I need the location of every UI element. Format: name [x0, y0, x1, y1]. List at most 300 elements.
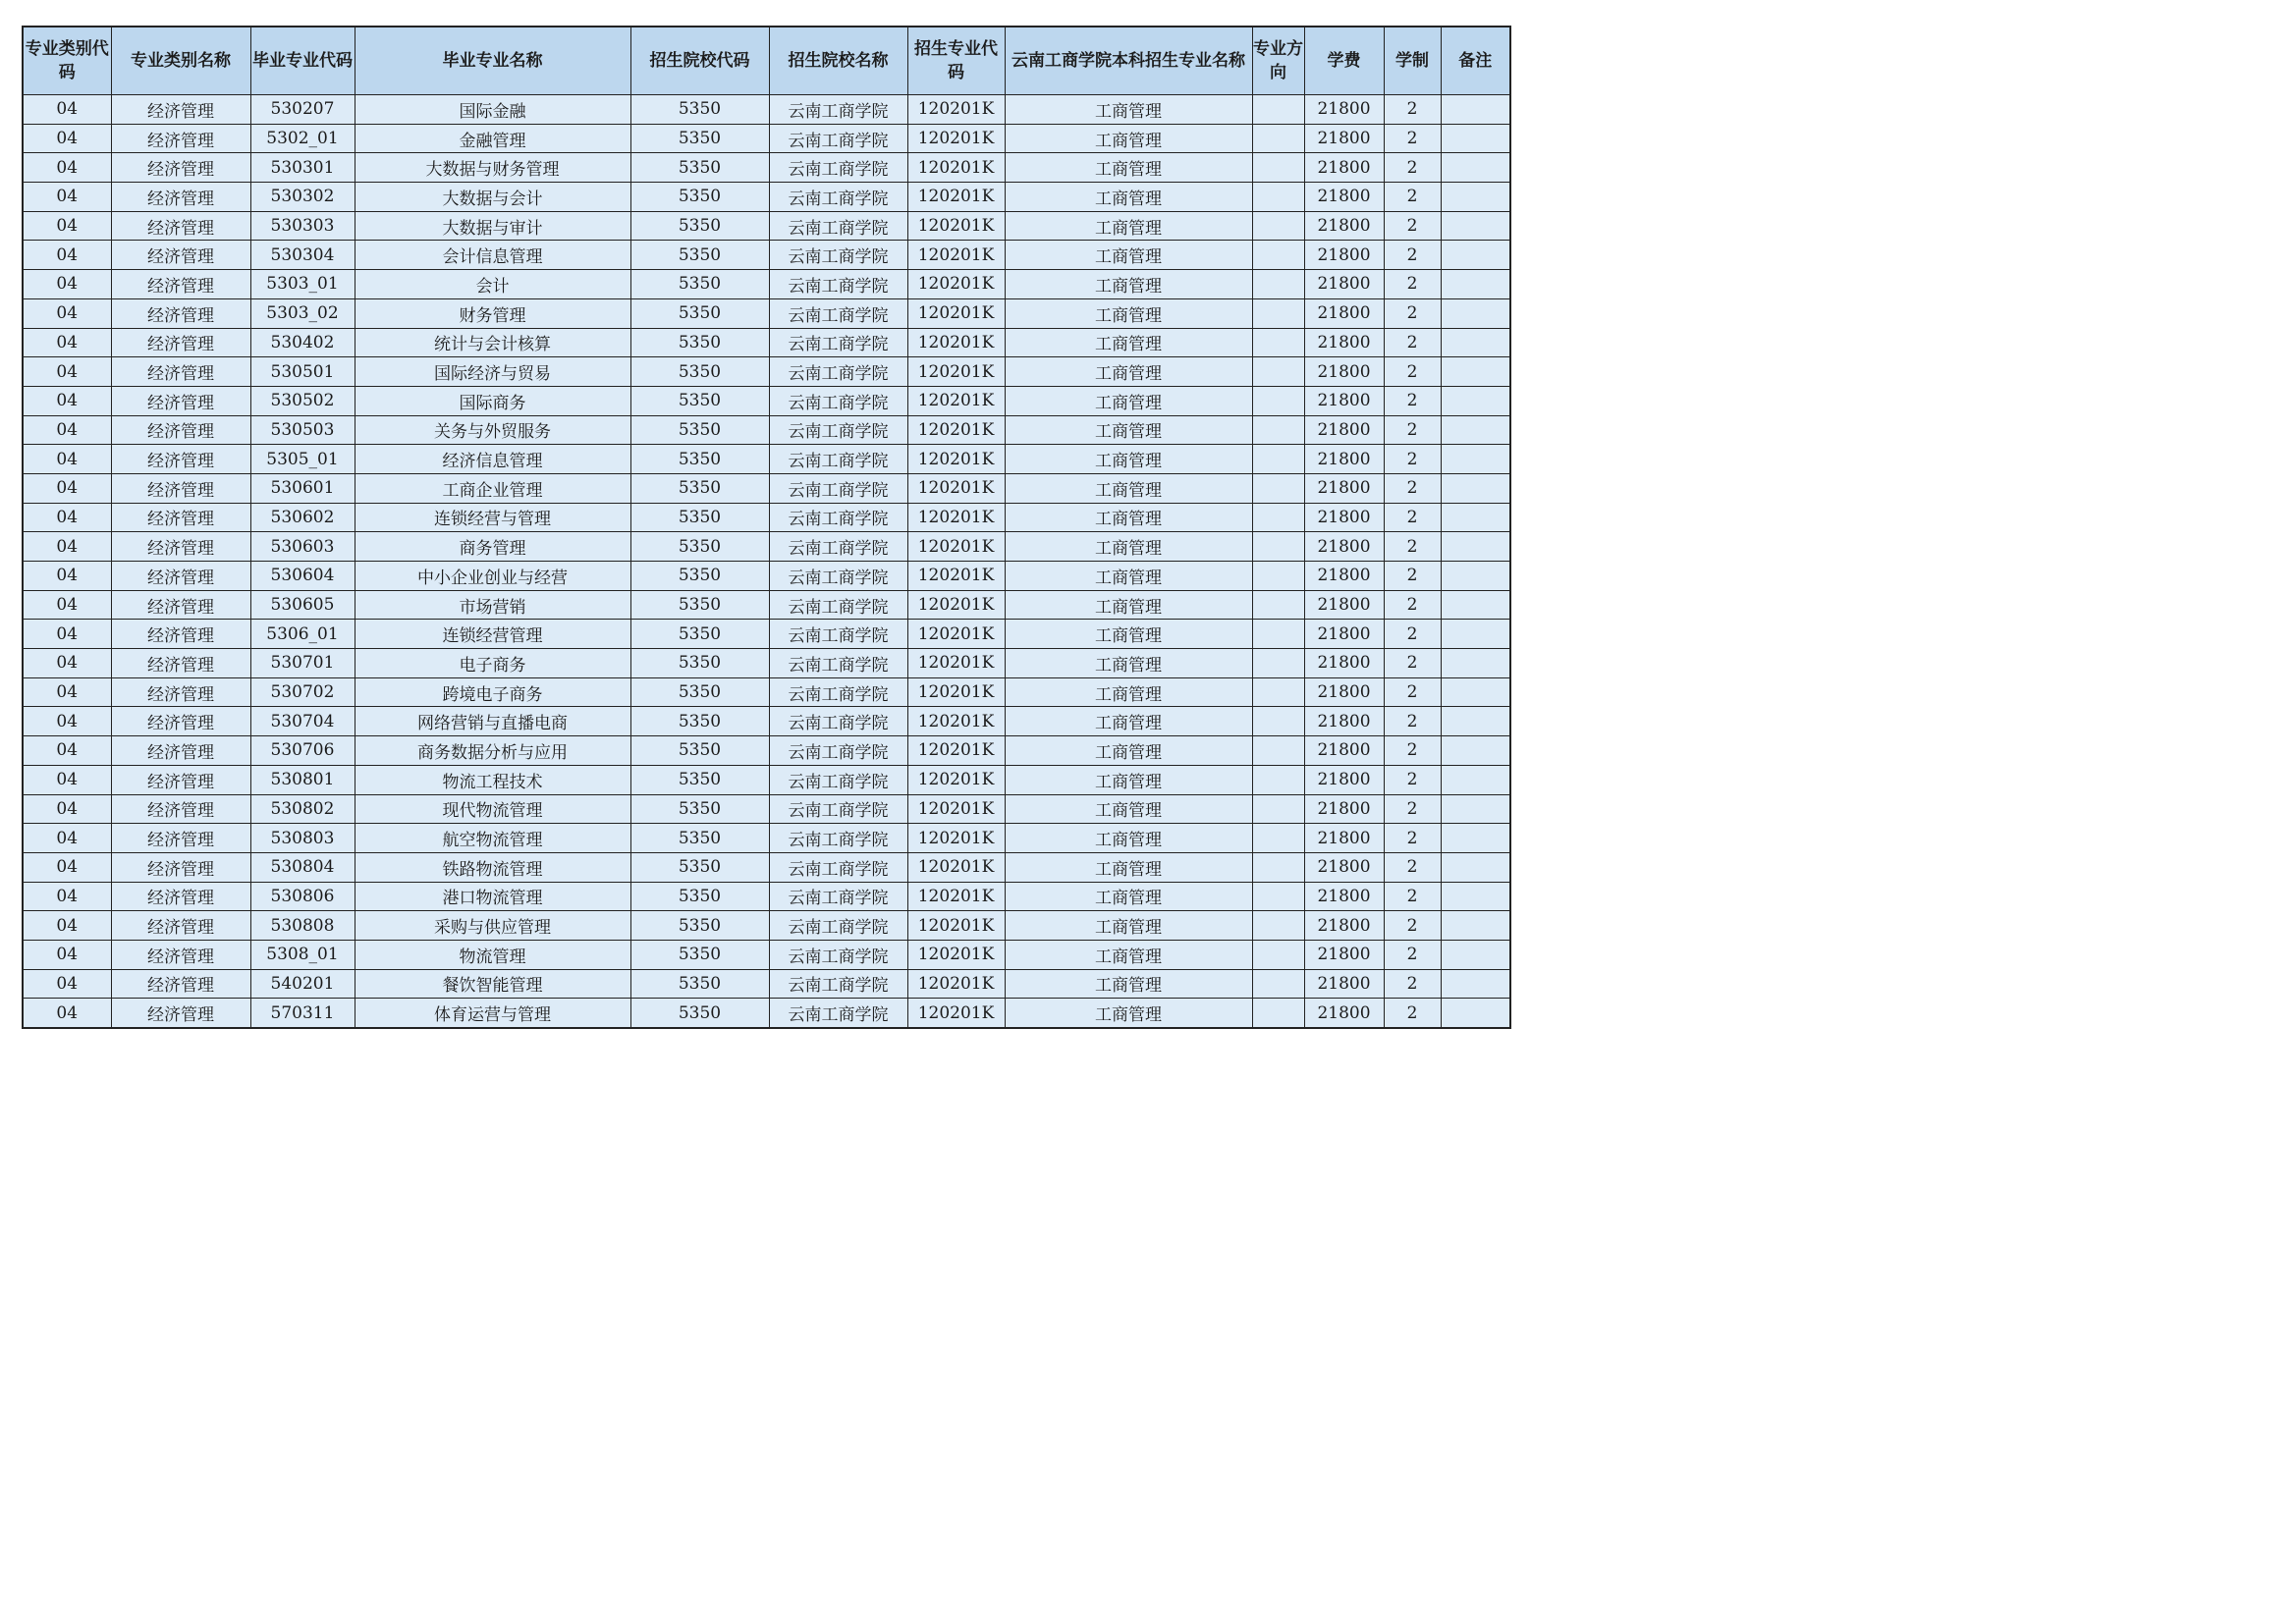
- graduate-major-code-cell: 530801: [250, 765, 355, 794]
- category-name-cell: 经济管理: [111, 153, 250, 183]
- enroll-major-name-cell: 工商管理: [1005, 95, 1252, 125]
- school-code-cell: 5350: [630, 736, 769, 766]
- enroll-major-name-cell: 工商管理: [1005, 852, 1252, 882]
- tuition-cell: 21800: [1304, 503, 1384, 532]
- major-direction-cell: [1252, 270, 1304, 299]
- duration-cell: 2: [1384, 794, 1441, 824]
- major-direction-cell: [1252, 794, 1304, 824]
- enroll-major-name-cell: 工商管理: [1005, 736, 1252, 766]
- category-name-cell: 经济管理: [111, 503, 250, 532]
- major-direction-cell: [1252, 562, 1304, 591]
- tuition-cell: 21800: [1304, 649, 1384, 678]
- graduate-major-name-cell: 港口物流管理: [355, 882, 630, 911]
- school-code-cell: 5350: [630, 183, 769, 212]
- graduate-major-name-cell: 工商企业管理: [355, 473, 630, 503]
- school-name-cell: 云南工商学院: [769, 765, 907, 794]
- enroll-major-code-cell: 120201K: [907, 765, 1005, 794]
- school-code-cell: 5350: [630, 445, 769, 474]
- remarks-cell: [1441, 298, 1510, 328]
- enroll-major-code-cell: 120201K: [907, 999, 1005, 1028]
- graduate-major-code-cell: 5308_01: [250, 940, 355, 969]
- major-direction-cell: [1252, 940, 1304, 969]
- graduate-major-code-cell: 5306_01: [250, 620, 355, 649]
- graduate-major-name-cell: 会计信息管理: [355, 241, 630, 270]
- graduate-major-code-cell: 530804: [250, 852, 355, 882]
- category-code-header: 专业类别代码: [23, 27, 111, 95]
- graduate-major-code-cell: 570311: [250, 999, 355, 1028]
- school-name-cell: 云南工商学院: [769, 562, 907, 591]
- duration-cell: 2: [1384, 707, 1441, 736]
- graduate-major-name-cell: 连锁经营管理: [355, 620, 630, 649]
- school-code-cell: 5350: [630, 415, 769, 445]
- remarks-cell: [1441, 328, 1510, 357]
- enroll-major-code-cell: 120201K: [907, 794, 1005, 824]
- table-row: [23, 357, 1510, 387]
- remarks-cell: [1441, 911, 1510, 941]
- graduate-major-code-cell: 530808: [250, 911, 355, 941]
- remarks-cell: [1441, 532, 1510, 562]
- enroll-major-name-cell: 工商管理: [1005, 969, 1252, 999]
- school-name-header: 招生院校名称: [769, 27, 907, 95]
- graduate-major-name-cell: 电子商务: [355, 649, 630, 678]
- remarks-cell: [1441, 999, 1510, 1028]
- table-row: [23, 415, 1510, 445]
- table-row: [23, 503, 1510, 532]
- enroll-major-name-cell: 工商管理: [1005, 503, 1252, 532]
- remarks-cell: [1441, 95, 1510, 125]
- remarks-cell: [1441, 590, 1510, 620]
- remarks-cell: [1441, 183, 1510, 212]
- school-name-cell: 云南工商学院: [769, 911, 907, 941]
- graduate-major-code-cell: 530503: [250, 415, 355, 445]
- enroll-major-code-cell: 120201K: [907, 562, 1005, 591]
- tuition-cell: 21800: [1304, 532, 1384, 562]
- remarks-cell: [1441, 503, 1510, 532]
- enroll-major-code-cell: 120201K: [907, 649, 1005, 678]
- category-code-cell: 04: [23, 940, 111, 969]
- remarks-cell: [1441, 473, 1510, 503]
- school-name-cell: 云南工商学院: [769, 153, 907, 183]
- school-name-cell: 云南工商学院: [769, 677, 907, 707]
- category-code-cell: 04: [23, 415, 111, 445]
- enroll-major-code-cell: 120201K: [907, 473, 1005, 503]
- table-row: [23, 940, 1510, 969]
- graduate-major-name-cell: 中小企业创业与经营: [355, 562, 630, 591]
- graduate-major-code-cell: 530702: [250, 677, 355, 707]
- enroll-major-code-cell: 120201K: [907, 882, 1005, 911]
- graduate-major-code-cell: 530802: [250, 794, 355, 824]
- table-row: [23, 736, 1510, 766]
- school-name-cell: 云南工商学院: [769, 95, 907, 125]
- tuition-cell: 21800: [1304, 794, 1384, 824]
- school-name-cell: 云南工商学院: [769, 794, 907, 824]
- category-code-cell: 04: [23, 357, 111, 387]
- enroll-major-name-cell: 工商管理: [1005, 153, 1252, 183]
- enroll-major-code-cell: 120201K: [907, 153, 1005, 183]
- enroll-major-code-cell: 120201K: [907, 183, 1005, 212]
- remarks-cell: [1441, 736, 1510, 766]
- school-code-cell: 5350: [630, 677, 769, 707]
- enroll-major-name-cell: 工商管理: [1005, 765, 1252, 794]
- enroll-major-name-cell: 工商管理: [1005, 241, 1252, 270]
- tuition-cell: 21800: [1304, 95, 1384, 125]
- enroll-major-name-cell: 工商管理: [1005, 211, 1252, 241]
- category-name-cell: 经济管理: [111, 357, 250, 387]
- enroll-major-name-cell: 工商管理: [1005, 386, 1252, 415]
- school-name-cell: 云南工商学院: [769, 882, 907, 911]
- school-code-cell: 5350: [630, 357, 769, 387]
- tuition-cell: 21800: [1304, 911, 1384, 941]
- duration-cell: 2: [1384, 298, 1441, 328]
- duration-cell: 2: [1384, 765, 1441, 794]
- school-name-cell: 云南工商学院: [769, 649, 907, 678]
- duration-cell: 2: [1384, 445, 1441, 474]
- table-row: [23, 562, 1510, 591]
- category-name-cell: 经济管理: [111, 532, 250, 562]
- graduate-major-name-cell: 市场营销: [355, 590, 630, 620]
- enroll-major-code-cell: 120201K: [907, 241, 1005, 270]
- remarks-cell: [1441, 357, 1510, 387]
- major-direction-cell: [1252, 707, 1304, 736]
- remarks-cell: [1441, 620, 1510, 649]
- graduate-major-name-cell: 餐饮智能管理: [355, 969, 630, 999]
- duration-cell: 2: [1384, 124, 1441, 153]
- duration-cell: 2: [1384, 677, 1441, 707]
- category-name-cell: 经济管理: [111, 765, 250, 794]
- table-row: [23, 241, 1510, 270]
- major-direction-cell: [1252, 999, 1304, 1028]
- tuition-cell: 21800: [1304, 620, 1384, 649]
- category-name-cell: 经济管理: [111, 445, 250, 474]
- category-code-cell: 04: [23, 707, 111, 736]
- category-code-cell: 04: [23, 124, 111, 153]
- graduate-major-name-cell: 采购与供应管理: [355, 911, 630, 941]
- school-code-cell: 5350: [630, 270, 769, 299]
- category-name-cell: 经济管理: [111, 649, 250, 678]
- major-direction-cell: [1252, 386, 1304, 415]
- category-code-cell: 04: [23, 620, 111, 649]
- graduate-major-code-cell: 530706: [250, 736, 355, 766]
- enroll-major-code-header: 招生专业代码: [907, 27, 1005, 95]
- table-row: [23, 765, 1510, 794]
- tuition-cell: 21800: [1304, 211, 1384, 241]
- school-code-header: 招生院校代码: [630, 27, 769, 95]
- enroll-major-code-cell: 120201K: [907, 357, 1005, 387]
- table-body: [23, 95, 1510, 1029]
- school-name-cell: 云南工商学院: [769, 445, 907, 474]
- graduate-major-code-cell: 530501: [250, 357, 355, 387]
- remarks-cell: [1441, 649, 1510, 678]
- remarks-cell: [1441, 940, 1510, 969]
- tuition-cell: 21800: [1304, 999, 1384, 1028]
- school-name-cell: 云南工商学院: [769, 969, 907, 999]
- category-code-cell: 04: [23, 677, 111, 707]
- major-direction-cell: [1252, 328, 1304, 357]
- tuition-cell: 21800: [1304, 415, 1384, 445]
- major-direction-cell: [1252, 911, 1304, 941]
- graduate-major-name-cell: 网络营销与直播电商: [355, 707, 630, 736]
- tuition-cell: 21800: [1304, 852, 1384, 882]
- graduate-major-name-cell: 大数据与审计: [355, 211, 630, 241]
- table-row: [23, 824, 1510, 853]
- school-code-cell: 5350: [630, 590, 769, 620]
- major-direction-cell: [1252, 736, 1304, 766]
- school-code-cell: 5350: [630, 794, 769, 824]
- category-name-header: 专业类别名称: [111, 27, 250, 95]
- school-name-cell: 云南工商学院: [769, 999, 907, 1028]
- school-code-cell: 5350: [630, 473, 769, 503]
- category-code-cell: 04: [23, 473, 111, 503]
- major-direction-cell: [1252, 649, 1304, 678]
- graduate-major-name-cell: 国际金融: [355, 95, 630, 125]
- school-code-cell: 5350: [630, 562, 769, 591]
- school-name-cell: 云南工商学院: [769, 736, 907, 766]
- graduate-major-name-cell: 财务管理: [355, 298, 630, 328]
- graduate-major-code-cell: 530301: [250, 153, 355, 183]
- category-name-cell: 经济管理: [111, 677, 250, 707]
- table-row: [23, 270, 1510, 299]
- tuition-cell: 21800: [1304, 765, 1384, 794]
- graduate-major-name-cell: 国际经济与贸易: [355, 357, 630, 387]
- enrollment-table: [22, 26, 1511, 1029]
- tuition-header: 学费: [1304, 27, 1384, 95]
- duration-cell: 2: [1384, 620, 1441, 649]
- duration-cell: 2: [1384, 736, 1441, 766]
- category-name-cell: 经济管理: [111, 882, 250, 911]
- category-code-cell: 04: [23, 95, 111, 125]
- remarks-cell: [1441, 211, 1510, 241]
- enroll-major-name-cell: 工商管理: [1005, 707, 1252, 736]
- tuition-cell: 21800: [1304, 298, 1384, 328]
- category-code-cell: 04: [23, 999, 111, 1028]
- school-code-cell: 5350: [630, 532, 769, 562]
- category-code-cell: 04: [23, 241, 111, 270]
- tuition-cell: 21800: [1304, 270, 1384, 299]
- remarks-cell: [1441, 707, 1510, 736]
- enroll-major-code-cell: 120201K: [907, 677, 1005, 707]
- tuition-cell: 21800: [1304, 153, 1384, 183]
- graduate-major-code-cell: 530502: [250, 386, 355, 415]
- graduate-major-name-cell: 会计: [355, 270, 630, 299]
- table-row: [23, 794, 1510, 824]
- school-name-cell: 云南工商学院: [769, 940, 907, 969]
- remarks-cell: [1441, 882, 1510, 911]
- table-row: [23, 911, 1510, 941]
- table-row: [23, 677, 1510, 707]
- duration-cell: 2: [1384, 590, 1441, 620]
- major-direction-cell: [1252, 620, 1304, 649]
- school-name-cell: 云南工商学院: [769, 852, 907, 882]
- major-direction-cell: [1252, 473, 1304, 503]
- school-code-cell: 5350: [630, 503, 769, 532]
- major-direction-cell: [1252, 153, 1304, 183]
- school-name-cell: 云南工商学院: [769, 415, 907, 445]
- school-code-cell: 5350: [630, 95, 769, 125]
- school-code-cell: 5350: [630, 620, 769, 649]
- category-code-cell: 04: [23, 270, 111, 299]
- category-code-cell: 04: [23, 590, 111, 620]
- school-code-cell: 5350: [630, 969, 769, 999]
- graduate-major-code-cell: 5303_02: [250, 298, 355, 328]
- remarks-cell: [1441, 969, 1510, 999]
- graduate-major-name-cell: 铁路物流管理: [355, 852, 630, 882]
- table-row: [23, 153, 1510, 183]
- category-name-cell: 经济管理: [111, 707, 250, 736]
- enroll-major-name-cell: 工商管理: [1005, 562, 1252, 591]
- category-code-cell: 04: [23, 824, 111, 853]
- enroll-major-code-cell: 120201K: [907, 852, 1005, 882]
- enroll-major-code-cell: 120201K: [907, 969, 1005, 999]
- remarks-cell: [1441, 794, 1510, 824]
- enroll-major-code-cell: 120201K: [907, 386, 1005, 415]
- enroll-major-code-cell: 120201K: [907, 298, 1005, 328]
- category-code-cell: 04: [23, 386, 111, 415]
- enroll-major-code-cell: 120201K: [907, 270, 1005, 299]
- major-direction-cell: [1252, 298, 1304, 328]
- category-code-cell: 04: [23, 298, 111, 328]
- duration-cell: 2: [1384, 270, 1441, 299]
- category-name-cell: 经济管理: [111, 794, 250, 824]
- category-code-cell: 04: [23, 153, 111, 183]
- duration-cell: 2: [1384, 183, 1441, 212]
- school-name-cell: 云南工商学院: [769, 590, 907, 620]
- table-row: [23, 473, 1510, 503]
- graduate-major-code-cell: 530604: [250, 562, 355, 591]
- tuition-cell: 21800: [1304, 707, 1384, 736]
- table-row: [23, 124, 1510, 153]
- enroll-major-code-cell: 120201K: [907, 124, 1005, 153]
- duration-cell: 2: [1384, 562, 1441, 591]
- tuition-cell: 21800: [1304, 473, 1384, 503]
- enroll-major-code-cell: 120201K: [907, 532, 1005, 562]
- major-direction-cell: [1252, 124, 1304, 153]
- category-name-cell: 经济管理: [111, 911, 250, 941]
- school-code-cell: 5350: [630, 911, 769, 941]
- enroll-major-name-cell: 工商管理: [1005, 882, 1252, 911]
- duration-cell: 2: [1384, 911, 1441, 941]
- category-name-cell: 经济管理: [111, 124, 250, 153]
- graduate-major-code-header: 毕业专业代码: [250, 27, 355, 95]
- tuition-cell: 21800: [1304, 562, 1384, 591]
- graduate-major-name-cell: 大数据与财务管理: [355, 153, 630, 183]
- category-name-cell: 经济管理: [111, 270, 250, 299]
- enroll-major-name-cell: 工商管理: [1005, 590, 1252, 620]
- enroll-major-name-cell: 工商管理: [1005, 328, 1252, 357]
- school-name-cell: 云南工商学院: [769, 473, 907, 503]
- tuition-cell: 21800: [1304, 183, 1384, 212]
- duration-cell: 2: [1384, 153, 1441, 183]
- table-row: [23, 590, 1510, 620]
- school-code-cell: 5350: [630, 298, 769, 328]
- remarks-header: 备注: [1441, 27, 1510, 95]
- school-name-cell: 云南工商学院: [769, 298, 907, 328]
- major-direction-cell: [1252, 357, 1304, 387]
- tuition-cell: 21800: [1304, 445, 1384, 474]
- school-code-cell: 5350: [630, 386, 769, 415]
- enroll-major-code-cell: 120201K: [907, 707, 1005, 736]
- enroll-major-name-cell: 工商管理: [1005, 415, 1252, 445]
- category-name-cell: 经济管理: [111, 241, 250, 270]
- table-row: [23, 386, 1510, 415]
- category-code-cell: 04: [23, 183, 111, 212]
- enroll-major-code-cell: 120201K: [907, 824, 1005, 853]
- duration-cell: 2: [1384, 241, 1441, 270]
- graduate-major-name-cell: 商务管理: [355, 532, 630, 562]
- category-code-cell: 04: [23, 503, 111, 532]
- remarks-cell: [1441, 386, 1510, 415]
- graduate-major-code-cell: 530602: [250, 503, 355, 532]
- school-name-cell: 云南工商学院: [769, 357, 907, 387]
- major-direction-header: 专业方向: [1252, 27, 1304, 95]
- category-name-cell: 经济管理: [111, 824, 250, 853]
- table-row: [23, 882, 1510, 911]
- tuition-cell: 21800: [1304, 824, 1384, 853]
- graduate-major-name-cell: 经济信息管理: [355, 445, 630, 474]
- enroll-major-name-cell: 工商管理: [1005, 357, 1252, 387]
- remarks-cell: [1441, 415, 1510, 445]
- school-name-cell: 云南工商学院: [769, 270, 907, 299]
- duration-cell: 2: [1384, 940, 1441, 969]
- enroll-major-name-cell: 工商管理: [1005, 270, 1252, 299]
- table-row: [23, 707, 1510, 736]
- enroll-major-name-cell: 工商管理: [1005, 445, 1252, 474]
- major-direction-cell: [1252, 503, 1304, 532]
- graduate-major-name-cell: 统计与会计核算: [355, 328, 630, 357]
- tuition-cell: 21800: [1304, 357, 1384, 387]
- graduate-major-code-cell: 530704: [250, 707, 355, 736]
- school-code-cell: 5350: [630, 649, 769, 678]
- major-direction-cell: [1252, 95, 1304, 125]
- remarks-cell: [1441, 445, 1510, 474]
- enroll-major-name-cell: 工商管理: [1005, 911, 1252, 941]
- graduate-major-code-cell: 530304: [250, 241, 355, 270]
- enroll-major-code-cell: 120201K: [907, 503, 1005, 532]
- graduate-major-name-cell: 物流工程技术: [355, 765, 630, 794]
- table-row: [23, 211, 1510, 241]
- school-code-cell: 5350: [630, 153, 769, 183]
- duration-cell: 2: [1384, 415, 1441, 445]
- graduate-major-code-cell: 530302: [250, 183, 355, 212]
- graduate-major-name-cell: 关务与外贸服务: [355, 415, 630, 445]
- category-code-cell: 04: [23, 649, 111, 678]
- table-row: [23, 969, 1510, 999]
- tuition-cell: 21800: [1304, 969, 1384, 999]
- table-header: [23, 27, 1510, 95]
- remarks-cell: [1441, 270, 1510, 299]
- enroll-major-code-cell: 120201K: [907, 328, 1005, 357]
- school-name-cell: 云南工商学院: [769, 503, 907, 532]
- enroll-major-code-cell: 120201K: [907, 736, 1005, 766]
- table-row: [23, 649, 1510, 678]
- remarks-cell: [1441, 562, 1510, 591]
- graduate-major-name-cell: 体育运营与管理: [355, 999, 630, 1028]
- table-row: [23, 445, 1510, 474]
- category-name-cell: 经济管理: [111, 999, 250, 1028]
- category-code-cell: 04: [23, 562, 111, 591]
- remarks-cell: [1441, 765, 1510, 794]
- duration-cell: 2: [1384, 328, 1441, 357]
- remarks-cell: [1441, 824, 1510, 853]
- graduate-major-code-cell: 530605: [250, 590, 355, 620]
- duration-cell: 2: [1384, 882, 1441, 911]
- graduate-major-name-cell: 跨境电子商务: [355, 677, 630, 707]
- duration-cell: 2: [1384, 969, 1441, 999]
- enroll-major-name-cell: 工商管理: [1005, 532, 1252, 562]
- school-code-cell: 5350: [630, 852, 769, 882]
- enroll-major-code-cell: 120201K: [907, 940, 1005, 969]
- category-name-cell: 经济管理: [111, 940, 250, 969]
- category-name-cell: 经济管理: [111, 969, 250, 999]
